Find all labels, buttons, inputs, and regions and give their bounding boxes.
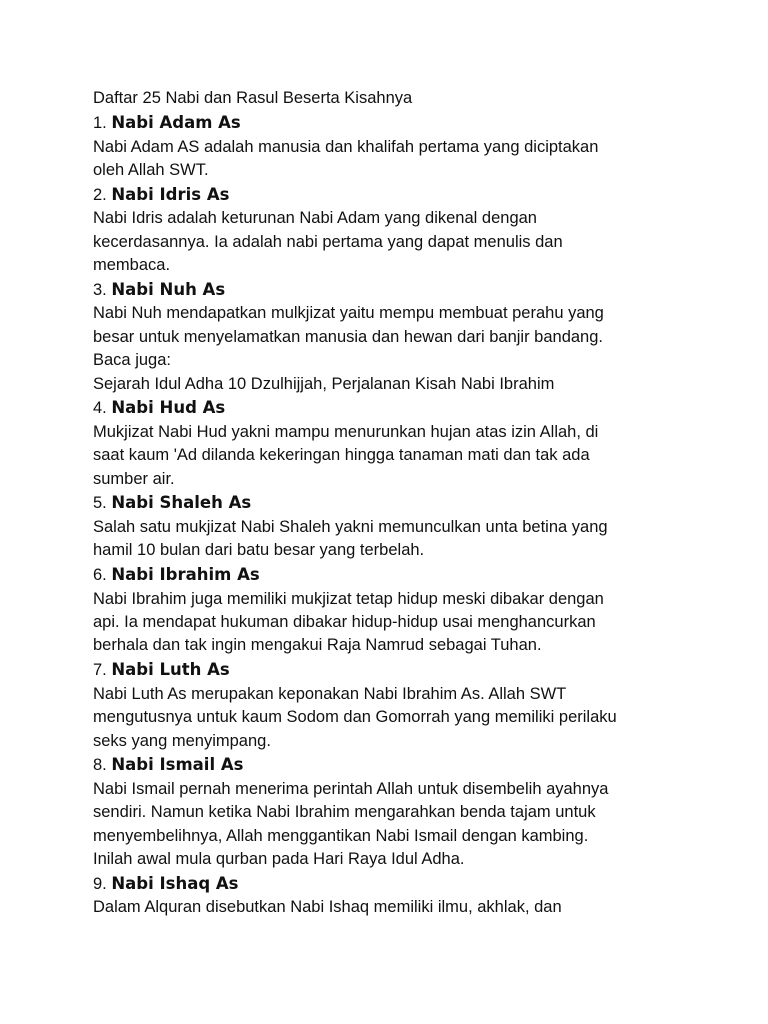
section-number: 7. <box>93 661 107 679</box>
body-line: berhala dan tak ingin mengakui Raja Namrud sebagai Tuhan. <box>93 636 542 654</box>
section-number: 6. <box>93 566 107 584</box>
section-name: Nabi Ismail As <box>111 755 244 774</box>
body-line: Nabi Ismail pernah menerima perintah Allah untuk disembelih ayahnya <box>93 780 609 798</box>
section-heading-7 <box>93 660 230 680</box>
body-line: membaca. <box>93 256 171 274</box>
body-line: Nabi Luth As merupakan keponakan Nabi Ibrahim As. Allah SWT <box>93 685 567 703</box>
section-name: Nabi Idris As <box>111 185 230 204</box>
body-line: sumber air. <box>93 470 175 488</box>
body-line: hamil 10 bulan dari batu besar yang terbelah. <box>93 541 425 559</box>
section-name: Nabi Adam As <box>111 113 241 132</box>
section-heading-6 <box>93 565 260 585</box>
section-name: Nabi Ibrahim As <box>111 565 260 584</box>
body-line: seks yang menyimpang. <box>93 732 271 750</box>
body-line: Sejarah Idul Adha 10 Dzulhijjah, Perjalanan Kisah Nabi Ibrahim <box>93 375 555 393</box>
section-heading-8 <box>93 755 243 775</box>
body-line: Nabi Ibrahim juga memiliki mukjizat tetap hidup meski dibakar dengan <box>93 590 604 608</box>
body-line: mengutusnya untuk kaum Sodom dan Gomorrah yang memiliki perilaku <box>93 708 617 726</box>
section-heading-4 <box>93 398 225 418</box>
section-name: Nabi Luth As <box>111 660 230 679</box>
body-line: Nabi Adam AS adalah manusia dan khalifah pertama yang diciptakan <box>93 138 599 156</box>
section-name: Nabi Nuh As <box>111 280 226 299</box>
section-heading-1 <box>93 113 241 133</box>
section-heading-9 <box>93 874 239 894</box>
body-line: Nabi Idris adalah keturunan Nabi Adam yang dikenal dengan <box>93 209 537 227</box>
section-number: 3. <box>93 281 107 299</box>
body-line: menyembelihnya, Allah menggantikan Nabi Ismail dengan kambing. <box>93 827 589 845</box>
section-number: 5. <box>93 494 107 512</box>
body-line: oleh Allah SWT. <box>93 161 209 179</box>
body-line: besar untuk menyelamatkan manusia dan hewan dari banjir bandang. <box>93 328 603 346</box>
body-line: Nabi Nuh mendapatkan mulkjizat yaitu mempu membuat perahu yang <box>93 304 604 322</box>
section-number: 1. <box>93 114 107 132</box>
body-line: Baca juga: <box>93 351 171 369</box>
body-line: saat kaum 'Ad dilanda kekeringan hingga tanaman mati dan tak ada <box>93 446 590 464</box>
section-number: 4. <box>93 399 107 417</box>
body-line: kecerdasannya. Ia adalah nabi pertama yang dapat menulis dan <box>93 233 563 251</box>
section-number: 2. <box>93 186 107 204</box>
section-number: 9. <box>93 875 107 893</box>
section-heading-2 <box>93 185 229 205</box>
body-line: Mukjizat Nabi Hud yakni mampu menurunkan hujan atas izin Allah, di <box>93 423 599 441</box>
body-line: Salah satu mukjizat Nabi Shaleh yakni memunculkan unta betina yang <box>93 518 608 536</box>
document-title: Daftar 25 Nabi dan Rasul Beserta Kisahnya <box>93 89 413 107</box>
body-line: Dalam Alquran disebutkan Nabi Ishaq memiliki ilmu, akhlak, dan <box>93 898 562 916</box>
body-line: Inilah awal mula qurban pada Hari Raya Idul Adha. <box>93 850 465 868</box>
section-name: Nabi Hud As <box>111 398 226 417</box>
section-number: 8. <box>93 756 107 774</box>
body-line: api. Ia mendapat hukuman dibakar hidup-hidup usai menghancurkan <box>93 613 596 631</box>
section-name: Nabi Shaleh As <box>111 493 252 512</box>
section-heading-3 <box>93 280 225 300</box>
section-heading-5 <box>93 493 251 513</box>
body-line: sendiri. Namun ketika Nabi Ibrahim mengarahkan benda tajam untuk <box>93 803 596 821</box>
section-name: Nabi Ishaq As <box>111 874 239 893</box>
